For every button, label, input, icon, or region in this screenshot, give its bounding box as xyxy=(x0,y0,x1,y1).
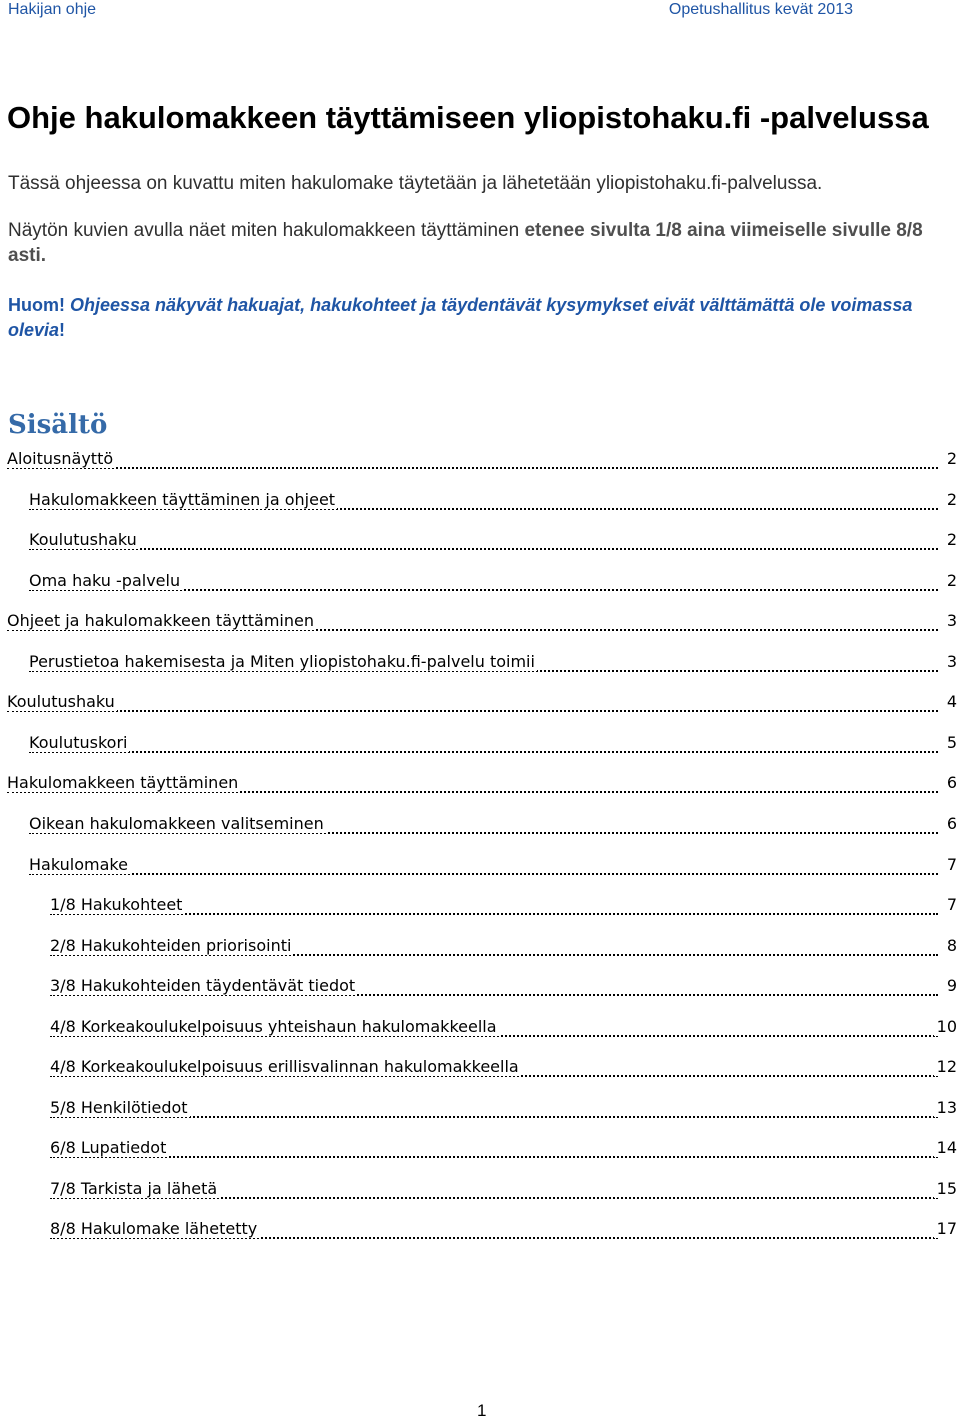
toc-entry-page: 3 xyxy=(944,611,957,630)
page-number: 1 xyxy=(477,1401,487,1420)
warning-end: ! xyxy=(59,320,66,340)
toc-entry-page: 14 xyxy=(934,1138,957,1157)
toc-entry-page: 6 xyxy=(944,814,957,833)
toc-entry-label: Koulutushaku xyxy=(7,692,115,711)
toc-entry-label: 2/8 Hakukohteiden priorisointi xyxy=(50,936,292,955)
intro-paragraph: Tässä ohjeessa on kuvattu miten hakulomake täytetään ja lähetetään yliopistohaku.fi-palvelussa. xyxy=(8,173,823,194)
toc-entry-page: 2 xyxy=(944,490,957,509)
toc-entry-page: 12 xyxy=(934,1057,957,1076)
warning-lead: Huom! xyxy=(8,295,65,315)
toc-entry-label: Oikean hakulomakkeen valitseminen xyxy=(29,814,324,833)
toc-entry[interactable] xyxy=(0,814,960,840)
toc-leader-dots xyxy=(7,467,938,469)
toc-entry[interactable] xyxy=(0,449,960,475)
running-header-left: Hakijan ohje xyxy=(8,1,97,18)
toc-entry[interactable] xyxy=(0,652,960,678)
toc-entry-label: 1/8 Hakukohteet xyxy=(50,895,183,914)
toc-leader-dots xyxy=(7,710,938,712)
toc-entry[interactable] xyxy=(0,1138,960,1164)
running-header-right: Opetushallitus kevät 2013 xyxy=(668,1,853,18)
toc-entry-page: 15 xyxy=(934,1179,957,1198)
toc-entry-label: 6/8 Lupatiedot xyxy=(50,1138,167,1157)
toc-entry-page: 3 xyxy=(944,652,957,671)
toc-leader-dots xyxy=(29,751,938,753)
toc-entry-page: 2 xyxy=(944,571,957,590)
progress-paragraph xyxy=(8,218,953,268)
toc-entry-page: 2 xyxy=(944,449,957,468)
progress-emphasis: etenee sivulta 1/8 aina viimeiselle sivulle 8/8 asti. xyxy=(8,220,923,266)
toc-entry-page: 13 xyxy=(934,1098,957,1117)
toc-entry[interactable] xyxy=(0,855,960,881)
toc-leader-dots xyxy=(29,548,938,550)
toc-entry-label: Ohjeet ja hakulomakkeen täyttäminen xyxy=(7,611,314,630)
toc-entry-page: 7 xyxy=(944,895,957,914)
toc-entry-label: Oma haku -palvelu xyxy=(29,571,181,590)
toc-entry[interactable] xyxy=(0,530,960,556)
warning-paragraph xyxy=(8,293,953,343)
warning-text: Ohjeessa näkyvät hakuajat, hakukohteet ja täydentävät kysymykset eivät välttämättä ole voimassa olevia xyxy=(8,295,913,340)
toc-entry-page: 8 xyxy=(944,936,957,955)
toc-entry-page: 4 xyxy=(944,692,957,711)
toc-entry[interactable] xyxy=(0,936,960,962)
toc-entry-label: Hakulomakkeen täyttäminen xyxy=(7,773,239,792)
toc-heading: Sisältö xyxy=(8,410,108,440)
toc-leader-dots xyxy=(50,1156,938,1158)
toc-entry[interactable] xyxy=(0,490,960,516)
toc-entry-label: 4/8 Korkeakoulukelpoisuus yhteishaun hakulomakkeella xyxy=(50,1017,497,1036)
toc-entry[interactable] xyxy=(0,976,960,1002)
toc-entry-label: Hakulomake xyxy=(29,855,128,874)
toc-entry[interactable] xyxy=(0,1219,960,1245)
progress-text: Näytön kuvien avulla näet miten hakulomakkeen täyttäminen xyxy=(8,220,525,241)
toc-entry-label: 8/8 Hakulomake lähetetty xyxy=(50,1219,258,1238)
toc-entry[interactable] xyxy=(0,1017,960,1043)
toc-entry-label: 7/8 Tarkista ja lähetä xyxy=(50,1179,218,1198)
toc-entry-page: 7 xyxy=(944,855,957,874)
toc-entry-label: 3/8 Hakukohteiden täydentävät tiedot xyxy=(50,976,356,995)
toc-leader-dots xyxy=(29,873,938,875)
toc-entry-label: Koulutuskori xyxy=(29,733,128,752)
toc-entry-label: 5/8 Henkilötiedot xyxy=(50,1098,188,1117)
toc-entry-page: 9 xyxy=(944,976,957,995)
toc-entry-page: 5 xyxy=(944,733,957,752)
toc-entry[interactable] xyxy=(0,895,960,921)
toc-entry-label: Hakulomakkeen täyttäminen ja ohjeet xyxy=(29,490,336,509)
toc-entry-label: 4/8 Korkeakoulukelpoisuus erillisvalinnan hakulomakkeella xyxy=(50,1057,519,1076)
toc-entry-page: 17 xyxy=(934,1219,957,1238)
toc-entry-label: Koulutushaku xyxy=(29,530,137,549)
toc-entry-page: 10 xyxy=(934,1017,957,1036)
toc-entry[interactable] xyxy=(0,692,960,718)
toc-entry[interactable] xyxy=(0,1057,960,1083)
toc-entry[interactable] xyxy=(0,1179,960,1205)
toc-entry-label: Perustietoa hakemisesta ja Miten yliopistohaku.fi-palvelu toimii xyxy=(29,652,535,671)
toc-entry-page: 2 xyxy=(944,530,957,549)
toc-entry[interactable] xyxy=(0,733,960,759)
toc-entry[interactable] xyxy=(0,773,960,799)
toc-entry[interactable] xyxy=(0,1098,960,1124)
toc-entry-page: 6 xyxy=(944,773,957,792)
toc-entry-label: Aloitusnäyttö xyxy=(7,449,114,468)
toc-entry[interactable] xyxy=(0,571,960,597)
toc-entry[interactable] xyxy=(0,611,960,637)
document-title: Ohje hakulomakkeen täyttämiseen yliopistohaku.fi -palvelussa xyxy=(7,100,929,135)
